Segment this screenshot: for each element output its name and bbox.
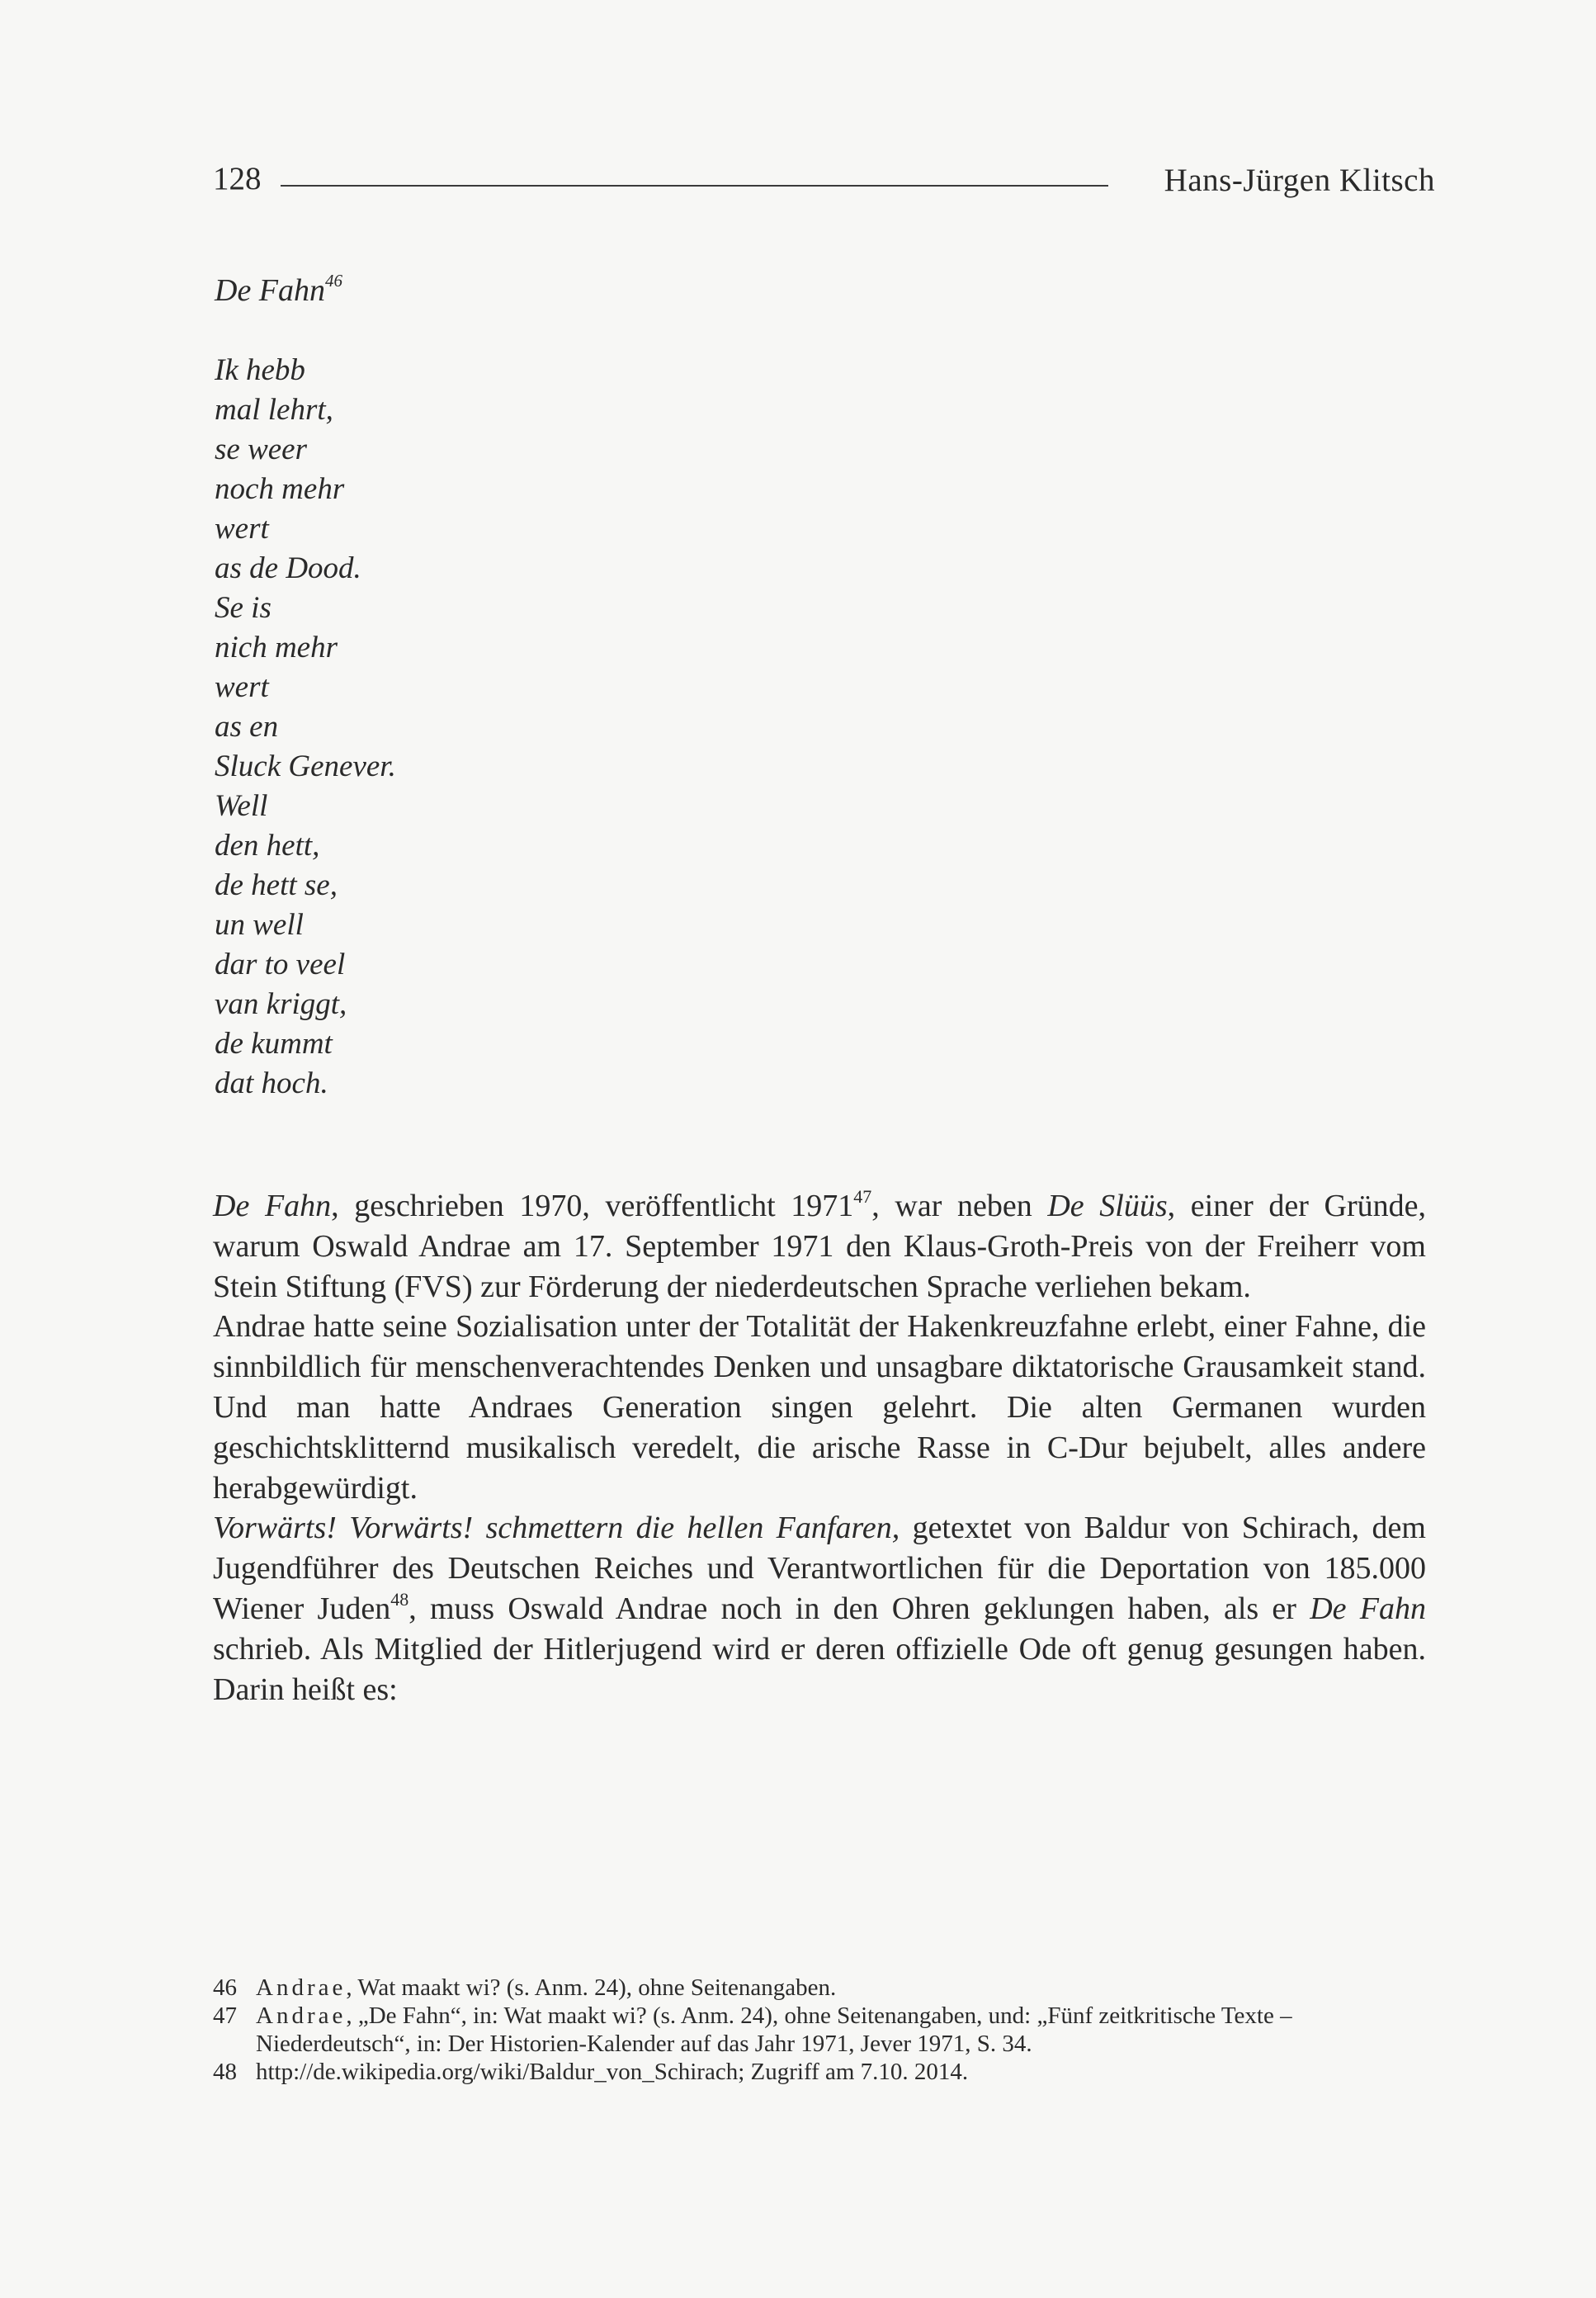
work-title: De Fahn xyxy=(213,1189,332,1223)
poem-line: den hett, xyxy=(215,829,320,863)
poem-line: noch mehr xyxy=(215,472,345,506)
footnote-ref-47[interactable]: 47 xyxy=(853,1186,872,1207)
poem-line: nich mehr xyxy=(215,631,338,664)
paragraph-2: Andrae hatte seine Sozialisation unter der Totalität der Hakenkreuzfahne erlebt, einer Fahne, die sinnbildlich für menschenverachtendes Denken und unsagbare diktatorische Grausamkeit stand. Und man hatte Andraes Generation singen gelehrt. Die alten Germanen wurden geschichtsklitternd musikalisch veredelt, die arische Rasse in C-Dur bejubelt, alles andere herabgewürdigt. xyxy=(213,1309,1426,1506)
footnote-number: 48 xyxy=(213,2059,237,2085)
poem xyxy=(215,351,396,1104)
song-title: Vorwärts! Vorwärts! schmettern die hellen Fanfaren, xyxy=(213,1511,900,1546)
poem-line: Well xyxy=(215,789,268,823)
running-head-author: Hans-Jürgen Klitsch xyxy=(1164,163,1435,198)
text-run: , war neben xyxy=(871,1189,1048,1223)
poem-title xyxy=(215,271,342,309)
poem-line: as de Dood. xyxy=(215,551,361,585)
poem-line: Se is xyxy=(215,591,272,625)
poem-line: Ik hebb xyxy=(215,353,305,387)
footnote-link[interactable]: http://de.wikipedia.org/wiki/Baldur_von_Schirach; Zugriff am 7.10. 2014. xyxy=(256,2059,969,2085)
poem-line: Sluck Genever. xyxy=(215,749,396,783)
text-run: getextet von Baldur von Schirach, dem Jugendführer des Deutschen Reiches und Verantwortlichen für die Deportation von 185.000 Wiener Juden xyxy=(213,1511,1426,1626)
poem-line: dat hoch. xyxy=(215,1066,328,1100)
footnote-ref-46[interactable]: 46 xyxy=(325,271,343,291)
footnote-46 xyxy=(213,1974,1426,2002)
footnote-number: 47 xyxy=(213,2002,237,2029)
poem-line: wert xyxy=(215,670,269,704)
poem-line: van kriggt, xyxy=(215,987,347,1021)
footnote-text: , Wat maakt wi? (s. Anm. 24), ohne Seitenangaben. xyxy=(346,1974,837,2001)
footnote-47 xyxy=(213,2002,1426,2058)
paragraph-1 xyxy=(213,1186,1426,1307)
footnote-48 xyxy=(213,2058,1426,2086)
footnote-text: , „De Fahn“, in: Wat maakt wi? (s. Anm. 24), ohne Seitenangaben, und: „Fünf zeitkritische Texte – Niederdeutsch“, in: Der Historien-Kalender auf das Jahr 1971, Jever 1971, S. 34. xyxy=(256,2002,1292,2057)
footnotes xyxy=(213,1974,1426,2086)
poem-line: de kummt xyxy=(215,1027,333,1061)
page-header xyxy=(213,160,1435,210)
footnote-number: 46 xyxy=(213,1974,237,2001)
page-number: 128 xyxy=(213,161,262,196)
poem-title-text: De Fahn xyxy=(215,273,326,308)
poem-line: as en xyxy=(215,710,279,744)
text-run: schrieb. Als Mitglied der Hitlerjugend wird er deren offizielle Ode oft genug gesungen haben. Darin heißt es: xyxy=(213,1631,1426,1707)
text-run: , geschrieben 1970, veröffentlicht 1971 xyxy=(331,1189,854,1223)
poem-line: un well xyxy=(215,908,304,942)
header-rule xyxy=(281,185,1108,187)
work-title: De Slüüs xyxy=(1047,1189,1168,1223)
poem-line: de hett se, xyxy=(215,868,338,902)
poem-line: se weer xyxy=(215,433,307,466)
text-run: , einer der Gründe, warum Oswald Andrae am 17. September 1971 den Klaus-Groth-Preis von der Freiherr vom Stein Stiftung (FVS) zur Förderung der niederdeutschen Sprache verliehen bekam. xyxy=(213,1189,1426,1304)
paragraph-3 xyxy=(213,1508,1426,1709)
text-run: , muss Oswald Andrae noch in den Ohren geklungen haben, als er xyxy=(408,1591,1310,1626)
footnote-author: Andrae xyxy=(256,2002,347,2029)
poem-line: dar to veel xyxy=(215,948,346,981)
poem-line: mal lehrt, xyxy=(215,393,333,427)
poem-line: wert xyxy=(215,512,269,546)
body-text xyxy=(213,1186,1426,1709)
footnote-author: Andrae xyxy=(256,1974,347,2001)
work-title: De Fahn xyxy=(1310,1591,1426,1626)
footnote-ref-48[interactable]: 48 xyxy=(390,1588,409,1610)
